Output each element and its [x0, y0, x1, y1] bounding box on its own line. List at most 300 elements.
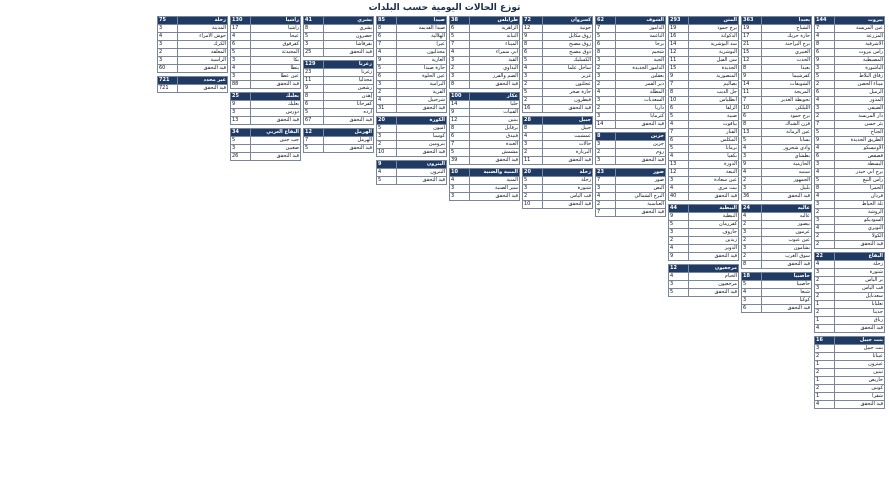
town-name: عين المريسة	[835, 25, 885, 33]
town-name: قيد التحقق	[397, 149, 447, 157]
town-count: 11	[742, 89, 762, 97]
district-total: 44	[669, 205, 689, 213]
town-row	[450, 41, 520, 49]
town-name: قيد التحقق	[470, 193, 520, 201]
town-row	[815, 153, 885, 161]
town-name: قيد التحقق	[543, 157, 593, 165]
town-row	[742, 81, 812, 89]
town-count: 5	[669, 289, 689, 297]
town-row	[523, 201, 593, 209]
district-total: 41	[304, 17, 324, 25]
town-count: 4	[815, 225, 835, 233]
town-name: سوق الغرب	[762, 253, 812, 261]
town-count: 5	[377, 65, 397, 73]
district-header-row	[304, 61, 374, 69]
town-row	[742, 121, 812, 129]
town-count: 2	[523, 193, 543, 201]
district-total: 10	[450, 169, 470, 177]
town-row	[377, 89, 447, 97]
town-count: 3	[742, 297, 762, 305]
town-name: الخيام	[689, 273, 739, 281]
town-count: 4	[450, 177, 470, 185]
town-name: البداوي	[470, 65, 520, 73]
town-row	[596, 105, 666, 113]
district-header-row	[304, 129, 374, 137]
town-count: 5	[669, 145, 689, 153]
district-header-row	[815, 253, 885, 261]
town-count: 11	[669, 57, 689, 65]
town-count: 3	[596, 141, 616, 149]
district-table	[303, 60, 374, 125]
town-count: 3	[158, 57, 178, 65]
town-count: 8	[742, 65, 762, 73]
town-row	[231, 137, 301, 145]
town-row	[231, 81, 301, 89]
town-count: 9	[304, 85, 324, 93]
town-row	[450, 101, 520, 109]
town-row	[596, 185, 666, 193]
town-name: الروشة	[835, 209, 885, 217]
town-name: كفرقوق	[251, 41, 301, 49]
district-table	[522, 116, 593, 165]
town-row	[523, 125, 593, 133]
town-row	[158, 65, 228, 73]
district-header-row	[669, 17, 739, 25]
town-row	[450, 49, 520, 57]
district-total: 20	[377, 117, 397, 125]
town-name: قيد التحقق	[324, 117, 374, 125]
town-name: الدامور الجديدة	[616, 65, 666, 73]
town-count: 8	[523, 125, 543, 133]
town-name: النويري	[835, 225, 885, 233]
town-name: قيد التحقق	[543, 201, 593, 209]
town-count: 8	[450, 81, 470, 89]
district-table	[595, 168, 666, 217]
town-row	[669, 153, 739, 161]
town-name: زحلة	[543, 177, 593, 185]
town-name: دورس	[251, 109, 301, 117]
town-row	[742, 49, 812, 57]
district-table	[303, 128, 374, 153]
town-row	[815, 105, 885, 113]
district-name: زحلة	[178, 17, 228, 25]
town-name: ساحل علما	[543, 65, 593, 73]
town-name: داريا	[616, 105, 666, 113]
town-count: 3	[377, 133, 397, 141]
town-name: تبنين	[835, 369, 885, 377]
district-total: 12	[669, 265, 689, 273]
town-row	[304, 117, 374, 125]
town-row	[742, 41, 812, 49]
district-header-row	[815, 17, 885, 25]
town-count: 36	[742, 193, 762, 201]
district-name: بشري	[324, 17, 374, 25]
town-name: البربارة	[543, 149, 593, 157]
town-count: 15	[742, 49, 762, 57]
town-count: 4	[377, 49, 397, 57]
district-name: صيدا	[397, 17, 447, 25]
town-row	[669, 129, 739, 137]
town-count: 12	[669, 49, 689, 57]
town-name: جل الديب	[689, 89, 739, 97]
town-name: دار المريسة	[835, 113, 885, 121]
district-total: 34	[231, 129, 251, 137]
town-row	[742, 305, 812, 313]
town-count: 12	[450, 117, 470, 125]
town-row	[815, 325, 885, 333]
town-count: 3	[158, 41, 178, 49]
district-name: بعبدا	[762, 17, 812, 25]
town-count: 23	[304, 69, 324, 77]
town-row	[815, 269, 885, 277]
town-name: المزرعة	[835, 33, 885, 41]
town-count: 5	[742, 137, 762, 145]
town-name: بيصور	[762, 221, 812, 229]
district-header-row	[742, 273, 812, 281]
town-name: الكرك	[178, 41, 228, 49]
town-count: 2	[158, 49, 178, 57]
town-row	[596, 81, 666, 89]
town-count: 8	[304, 25, 324, 33]
town-name: الفنار	[689, 129, 739, 137]
town-name: الرميل	[835, 89, 885, 97]
district-table	[230, 128, 301, 161]
town-row	[596, 149, 666, 157]
town-count: 21	[742, 41, 762, 49]
town-name: الغبيري	[762, 49, 812, 57]
town-name: عاليه	[762, 213, 812, 221]
town-name: زحلة	[835, 261, 885, 269]
town-name: بنت جبيل	[835, 345, 885, 353]
town-count: 2	[669, 237, 689, 245]
town-name: شرحبيل	[397, 97, 447, 105]
town-count: 5	[304, 33, 324, 41]
town-row	[815, 113, 885, 121]
town-count: 5	[669, 113, 689, 121]
town-count: 3	[815, 269, 835, 277]
town-row	[815, 73, 885, 81]
town-name: برج حمود	[762, 113, 812, 121]
town-row	[596, 25, 666, 33]
town-count: 6	[742, 113, 762, 121]
town-row	[231, 145, 301, 153]
district-header-row	[231, 93, 301, 101]
district-table	[668, 204, 739, 261]
town-name: حلبا	[470, 101, 520, 109]
town-row	[815, 261, 885, 269]
town-count: 10	[742, 105, 762, 113]
town-count: 3	[669, 281, 689, 289]
town-name: دير القمر	[616, 81, 666, 89]
town-name: برقايل	[470, 125, 520, 133]
town-count: 2	[815, 113, 835, 121]
town-count: 3	[669, 229, 689, 237]
district-table	[668, 16, 739, 201]
town-name: الباشورة	[835, 65, 885, 73]
town-row	[815, 89, 885, 97]
town-count: 16	[669, 33, 689, 41]
town-row	[742, 97, 812, 105]
town-count: 4	[742, 213, 762, 221]
town-name: زوق مصبح	[543, 41, 593, 49]
town-name: كترمايا	[616, 113, 666, 121]
town-name: الغازية	[397, 57, 447, 65]
town-row	[742, 261, 812, 269]
town-count: 2	[815, 209, 835, 217]
district-header-row	[669, 205, 739, 213]
town-row	[742, 297, 812, 305]
town-name: فنيدق	[470, 133, 520, 141]
town-row	[450, 193, 520, 201]
district-name: بعلبك	[251, 93, 301, 101]
town-name: البترون	[397, 169, 447, 177]
town-name: برج أبي حيدر	[835, 169, 885, 177]
town-count: 14	[596, 121, 616, 129]
district-header-row	[596, 133, 666, 141]
district-total: 130	[231, 17, 251, 25]
town-row	[815, 369, 885, 377]
district-table	[449, 168, 520, 201]
town-row	[450, 125, 520, 133]
town-name: كوكبا	[762, 297, 812, 305]
town-row	[523, 49, 593, 57]
town-count: 3	[231, 73, 251, 81]
town-count: 12	[669, 169, 689, 177]
town-row	[377, 73, 447, 81]
town-count: 3	[231, 57, 251, 65]
town-row	[669, 105, 739, 113]
town-row	[231, 109, 301, 117]
town-row	[596, 113, 666, 121]
town-count: 3	[596, 57, 616, 65]
town-name: مجدليا	[324, 77, 374, 85]
district-table	[741, 16, 812, 201]
district-total: 38	[450, 17, 470, 25]
district-table	[595, 132, 666, 165]
town-row	[742, 161, 812, 169]
town-name: بترومين	[397, 141, 447, 149]
town-name: شقرا	[835, 393, 885, 401]
town-count: 9	[231, 101, 251, 109]
town-count: 2	[596, 81, 616, 89]
town-name: حارة حريك	[762, 33, 812, 41]
town-name: رأس بيروت	[835, 49, 885, 57]
town-row	[523, 25, 593, 33]
district-header-row	[523, 117, 593, 125]
town-row	[523, 65, 593, 73]
town-count: 67	[304, 117, 324, 125]
district-column	[522, 16, 593, 412]
town-name: رشعين	[324, 85, 374, 93]
town-name: جبيل	[543, 125, 593, 133]
town-row	[523, 81, 593, 89]
town-name: الطريق الجديدة	[835, 137, 885, 145]
town-name: الناعمة	[616, 33, 666, 41]
town-name: مشمش	[470, 149, 520, 157]
district-header-row	[596, 169, 666, 177]
town-row	[377, 65, 447, 73]
district-column	[157, 16, 228, 412]
town-name: قيد التحقق	[543, 105, 593, 113]
town-row	[304, 41, 374, 49]
town-name: الأشرفية	[835, 41, 885, 49]
town-count: 2	[742, 253, 762, 261]
town-row	[669, 185, 739, 193]
town-name: رأس النبع	[835, 177, 885, 185]
town-name: فردان	[835, 193, 885, 201]
district-total: 62	[596, 17, 616, 25]
town-row	[742, 145, 812, 153]
town-name: قيد التحقق	[470, 81, 520, 89]
town-row	[304, 49, 374, 57]
town-count: 4	[523, 133, 543, 141]
town-name: القبيات	[470, 109, 520, 117]
town-row	[523, 57, 593, 65]
town-count: 88	[231, 81, 251, 89]
town-count: 4	[815, 169, 835, 177]
town-count: 2	[742, 237, 762, 245]
town-count: 7	[815, 121, 835, 129]
town-count: 5	[523, 57, 543, 65]
town-name: قيد التحقق	[616, 157, 666, 165]
town-row	[742, 281, 812, 289]
town-row	[815, 185, 885, 193]
town-count: 3	[596, 97, 616, 105]
town-count: 2	[815, 233, 835, 241]
town-row	[596, 89, 666, 97]
town-row	[669, 169, 739, 177]
district-name: حاصبيا	[762, 273, 812, 281]
town-count: 8	[742, 261, 762, 269]
town-name: ميناء الحصن	[835, 81, 885, 89]
district-header-row	[450, 93, 520, 101]
district-total: 721	[158, 77, 178, 85]
town-count: 2	[815, 293, 835, 301]
town-row	[377, 133, 447, 141]
town-name: جزين	[616, 141, 666, 149]
town-count: 3	[815, 201, 835, 209]
town-count: 8	[815, 41, 835, 49]
town-row	[304, 69, 374, 77]
town-count: 7	[377, 41, 397, 49]
town-count: 2	[815, 353, 835, 361]
district-name: المنية والضنية	[470, 169, 520, 177]
town-name: بشامون	[762, 245, 812, 253]
town-name: بصاليم	[689, 81, 739, 89]
town-name: حاروف	[689, 229, 739, 237]
town-row	[158, 25, 228, 33]
town-row	[450, 81, 520, 89]
town-name: بيت مري	[689, 185, 739, 193]
town-row	[742, 193, 812, 201]
town-name: تلة الخياط	[835, 201, 885, 209]
town-row	[669, 289, 739, 297]
town-name: روم	[616, 149, 666, 157]
town-name: تعلبايا	[835, 301, 885, 309]
town-count: 4	[669, 153, 689, 161]
town-count: 2	[815, 385, 835, 393]
town-name: الجديدة	[689, 65, 739, 73]
town-row	[304, 109, 374, 117]
town-name: حارة صيدا	[397, 65, 447, 73]
town-name: الزاهرية	[470, 25, 520, 33]
town-count: 4	[158, 33, 178, 41]
town-name: الدورة	[689, 161, 739, 169]
town-name: عين عطا	[251, 73, 301, 81]
town-row	[815, 385, 885, 393]
town-row	[377, 25, 447, 33]
town-row	[231, 101, 301, 109]
town-row	[815, 377, 885, 385]
town-row	[669, 73, 739, 81]
town-name: المحيدثة	[251, 49, 301, 57]
town-row	[742, 89, 812, 97]
town-row	[596, 49, 666, 57]
district-name: زحلة	[543, 169, 593, 177]
town-count: 3	[450, 193, 470, 201]
town-row	[596, 121, 666, 129]
town-row	[523, 157, 593, 165]
town-row	[450, 65, 520, 73]
town-name: المعلقة	[178, 49, 228, 57]
district-name: المتن	[689, 17, 739, 25]
district-name: البترون	[397, 161, 447, 169]
town-name: الهلالية	[397, 33, 447, 41]
district-name: طرابلس	[470, 17, 520, 25]
district-name: جزين	[616, 133, 666, 141]
town-count: 2	[523, 97, 543, 105]
town-name: زوق مكايل	[543, 33, 593, 41]
town-name: راشيا	[251, 25, 301, 33]
town-count: 5	[231, 49, 251, 57]
town-count: 4	[523, 65, 543, 73]
town-row	[815, 209, 885, 217]
town-row	[523, 33, 593, 41]
town-count: 8	[450, 125, 470, 133]
town-name: عين سعادة	[689, 177, 739, 185]
town-count: 4	[377, 97, 397, 105]
town-count: 5	[377, 125, 397, 133]
district-column	[230, 16, 301, 412]
town-name: صيدا القديمة	[397, 25, 447, 33]
district-column	[376, 16, 447, 412]
town-name: بسابا	[762, 137, 812, 145]
town-count: 2	[377, 89, 397, 97]
town-count: 1	[815, 301, 835, 309]
town-row	[377, 97, 447, 105]
town-row	[596, 209, 666, 217]
town-count: 2	[596, 201, 616, 209]
district-header-row	[669, 265, 739, 273]
town-count: 3	[815, 105, 835, 113]
town-count: 3	[450, 57, 470, 65]
town-name: عرمون	[762, 229, 812, 237]
town-row	[669, 33, 739, 41]
district-name: صور	[616, 169, 666, 177]
town-count: 721	[158, 85, 178, 93]
town-name: شتورة	[835, 269, 885, 277]
town-row	[815, 201, 885, 209]
town-name: قيد التحقق	[178, 65, 228, 73]
town-count: 5	[377, 177, 397, 185]
town-count: 14	[742, 81, 762, 89]
town-count: 1	[815, 317, 835, 325]
town-count: 3	[450, 73, 470, 81]
town-count: 2	[523, 81, 543, 89]
town-count: 14	[669, 41, 689, 49]
district-name: راشيا	[251, 17, 301, 25]
town-name: زقاق البلاط	[835, 73, 885, 81]
